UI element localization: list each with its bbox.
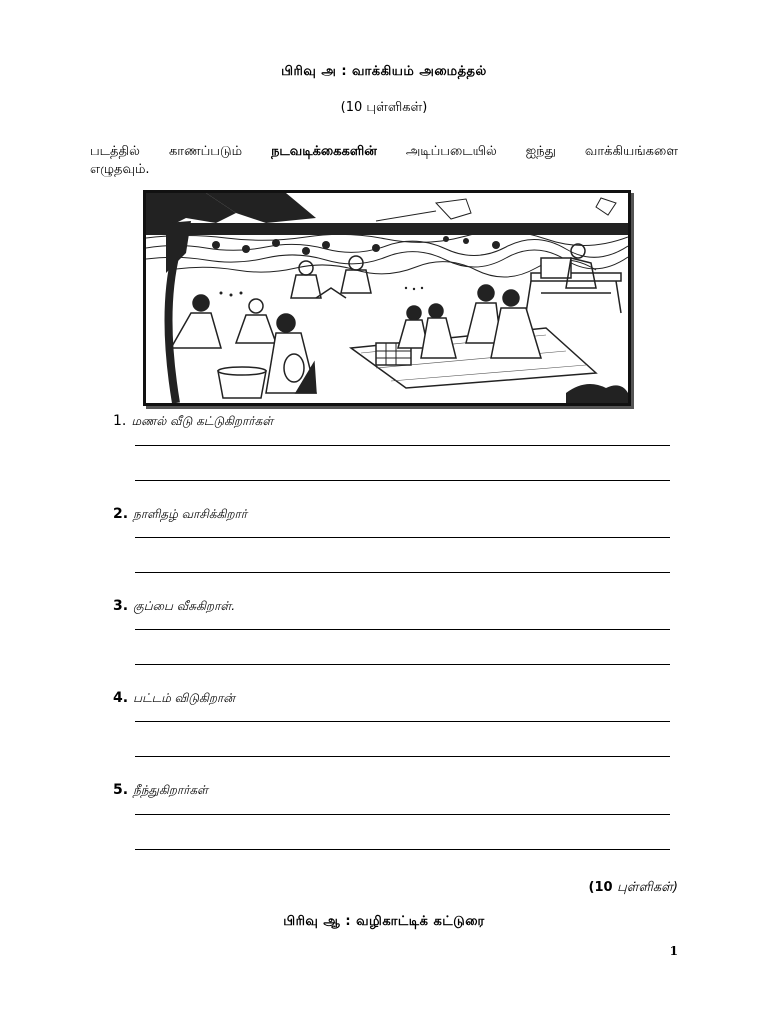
page-number: 1 — [669, 944, 678, 958]
question-1-text: மணல் வீடு கட்டுகிறார்கள் — [131, 414, 274, 428]
beach-scene-illustration — [143, 190, 631, 406]
question-5 — [113, 779, 208, 799]
answer-line[interactable] — [135, 480, 670, 481]
question-4-number: 4. — [113, 690, 129, 706]
answer-line[interactable] — [135, 849, 670, 850]
instruction-line-1 — [90, 140, 678, 164]
instruction-line-2: எழுதவும். — [90, 162, 150, 177]
question-4 — [113, 687, 235, 707]
answer-line[interactable] — [135, 721, 670, 722]
question-1-number: 1. — [113, 413, 127, 429]
section-a-marks: (10 புள்ளிகள்) — [340, 100, 428, 115]
marks-word: புள்ளிகள்) — [617, 880, 678, 895]
instruction-bold-word: நடவடிக்கைகளின் — [271, 144, 377, 159]
question-3-number: 3. — [113, 598, 129, 614]
question-3 — [113, 595, 235, 615]
question-2-number: 2. — [113, 506, 129, 522]
question-2 — [113, 503, 247, 523]
answer-line[interactable] — [135, 629, 670, 630]
answer-line[interactable] — [135, 572, 670, 573]
answer-line[interactable] — [135, 756, 670, 757]
section-b-title: பிரிவு ஆ : வழிகாட்டிக் கட்டுரை — [283, 914, 485, 929]
question-marks — [589, 880, 678, 896]
question-1 — [113, 410, 273, 430]
question-3-text: குப்பை வீசுகிறாள். — [133, 599, 236, 613]
answer-line[interactable] — [135, 445, 670, 446]
answer-line[interactable] — [135, 814, 670, 815]
answer-line[interactable] — [135, 664, 670, 665]
question-4-text: பட்டம் விடுகிறான் — [133, 691, 235, 705]
answer-line[interactable] — [135, 537, 670, 538]
instruction-part-1: படத்தில் காணப்படும் — [90, 144, 243, 159]
beach-scene-drawing — [146, 193, 628, 403]
section-a-title: பிரிவு அ : வாக்கியம் அமைத்தல் — [281, 64, 487, 79]
instruction-part-2: அடிப்படையில் ஐந்து வாக்கியங்களை — [405, 144, 678, 159]
question-5-number: 5. — [113, 782, 129, 798]
question-2-text: நாளிதழ் வாசிக்கிறார் — [133, 507, 248, 521]
question-5-text: நீந்துகிறார்கள் — [133, 783, 208, 797]
marks-number: (10 — [588, 880, 613, 895]
